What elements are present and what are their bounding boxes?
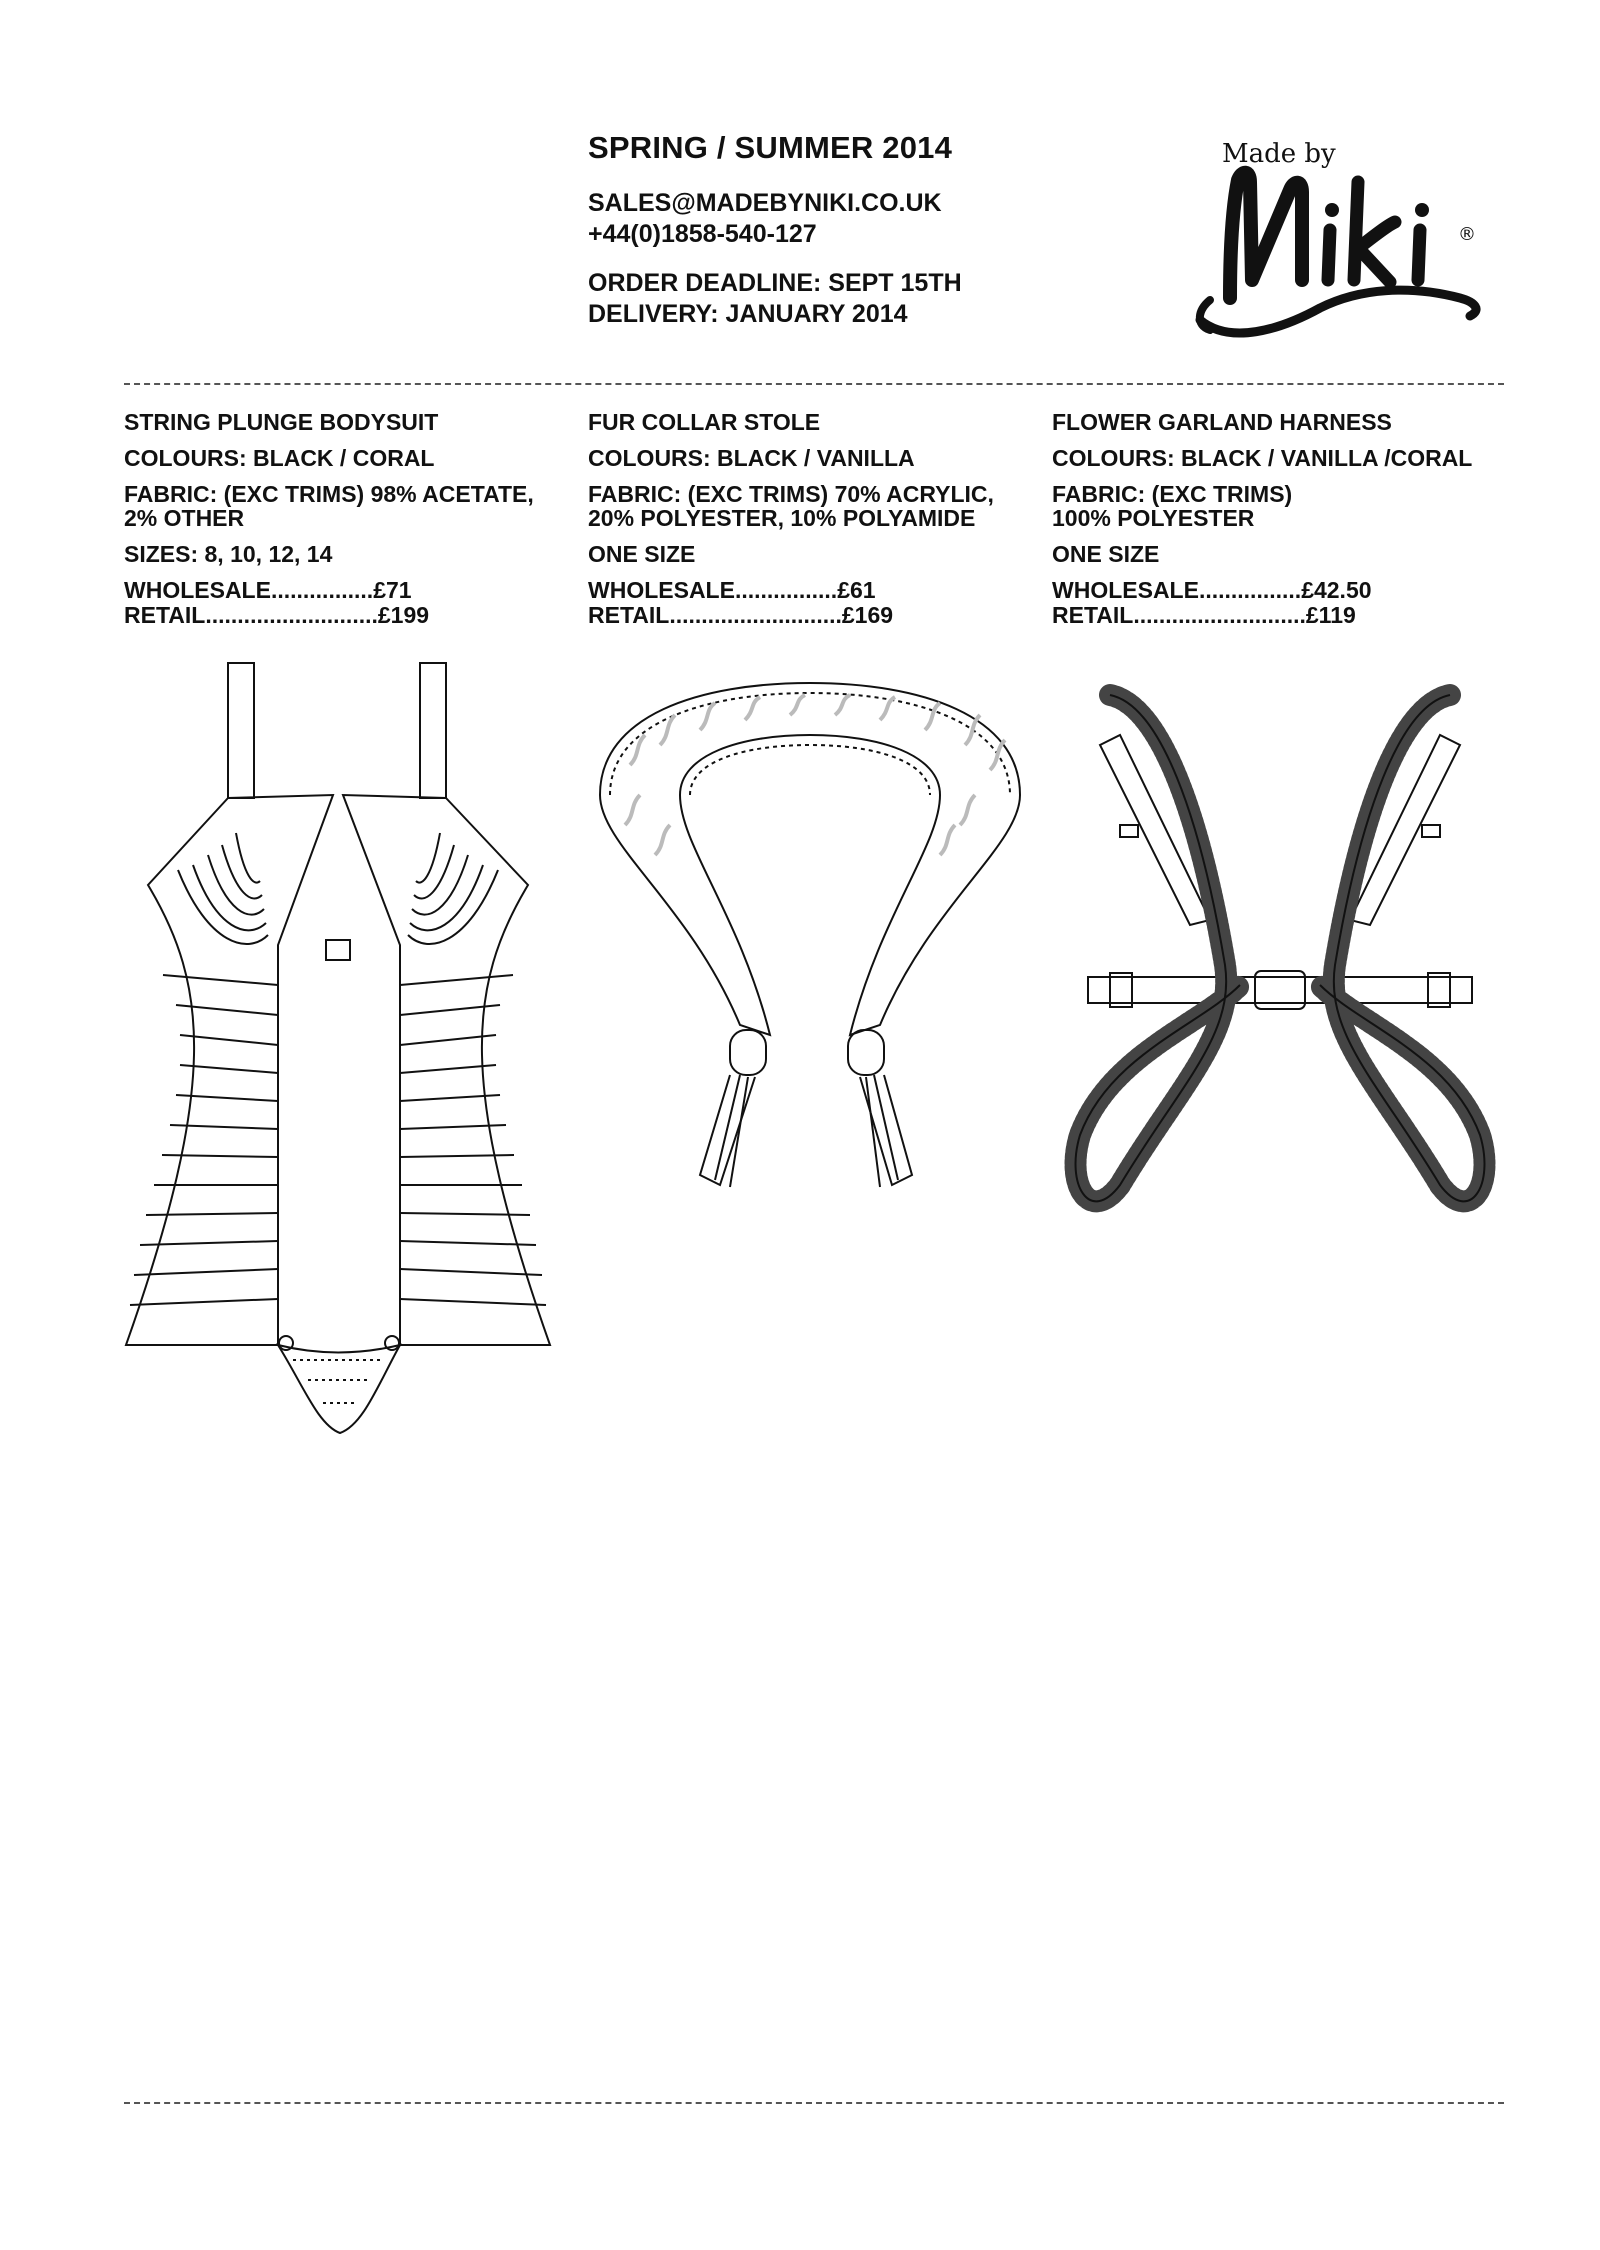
product-fabric-line2: 100% POLYESTER (1052, 505, 1255, 531)
product-fabric-line1: FABRIC: (EXC TRIMS) 70% ACRYLIC, (588, 481, 994, 507)
product-stole (588, 410, 1038, 628)
retail-price: £119 (1305, 602, 1356, 628)
retail-label: RETAIL........................... (124, 602, 378, 628)
order-deadline: ORDER DEADLINE: SEPT 15TH (588, 269, 962, 297)
retail-price: £199 (377, 602, 430, 628)
svg-text:®: ® (1458, 224, 1476, 245)
retail-label: RETAIL........................... (1052, 602, 1306, 628)
retail-row (1052, 603, 1502, 628)
wholesale-label: WHOLESALE................ (124, 577, 374, 603)
product-fabric-line1: FABRIC: (EXC TRIMS) (1052, 481, 1293, 507)
wholesale-price: £42.50 (1301, 577, 1372, 603)
svg-text:Made by: Made by (1222, 139, 1336, 169)
product-name: FUR COLLAR STOLE (588, 409, 821, 435)
phone-number[interactable]: +44(0)1858-540-127 (588, 220, 817, 248)
product-bodysuit (124, 410, 574, 628)
bodysuit-drawing (118, 655, 578, 1445)
wholesale-label: WHOLESALE................ (1052, 577, 1302, 603)
product-harness (1052, 410, 1502, 628)
wholesale-row (124, 578, 574, 603)
product-fabric-line1: FABRIC: (EXC TRIMS) 98% ACETATE, (124, 481, 534, 507)
product-sizes: ONE SIZE (1052, 541, 1160, 567)
retail-label: RETAIL........................... (588, 602, 842, 628)
top-divider (124, 383, 1504, 385)
product-fabric-line2: 2% OTHER (124, 505, 245, 531)
product-colours: COLOURS: BLACK / VANILLA /CORAL (1052, 445, 1473, 471)
retail-row (124, 603, 574, 628)
header-block (588, 130, 1148, 330)
product-fabric-line2: 20% POLYESTER, 10% POLYAMIDE (588, 505, 976, 531)
made-by-niki-logo (1190, 130, 1490, 350)
delivery-date: DELIVERY: JANUARY 2014 (588, 300, 908, 328)
retail-price: £169 (841, 602, 894, 628)
product-name: FLOWER GARLAND HARNESS (1052, 409, 1392, 435)
season-title: SPRING / SUMMER 2014 (588, 130, 953, 165)
wholesale-price: £61 (837, 577, 876, 603)
stole-drawing (580, 675, 1040, 1215)
wholesale-row (1052, 578, 1502, 603)
product-colours: COLOURS: BLACK / CORAL (124, 445, 435, 471)
product-name: STRING PLUNGE BODYSUIT (124, 409, 439, 435)
harness-drawing (1050, 665, 1510, 1245)
retail-row (588, 603, 1038, 628)
wholesale-row (588, 578, 1038, 603)
bottom-divider (124, 2102, 1504, 2104)
product-sizes: SIZES: 8, 10, 12, 14 (124, 541, 333, 567)
sales-email[interactable]: SALES@MADEBYNIKI.CO.UK (588, 189, 942, 217)
wholesale-label: WHOLESALE................ (588, 577, 838, 603)
wholesale-price: £71 (373, 577, 412, 603)
product-sizes: ONE SIZE (588, 541, 696, 567)
product-colours: COLOURS: BLACK / VANILLA (588, 445, 915, 471)
